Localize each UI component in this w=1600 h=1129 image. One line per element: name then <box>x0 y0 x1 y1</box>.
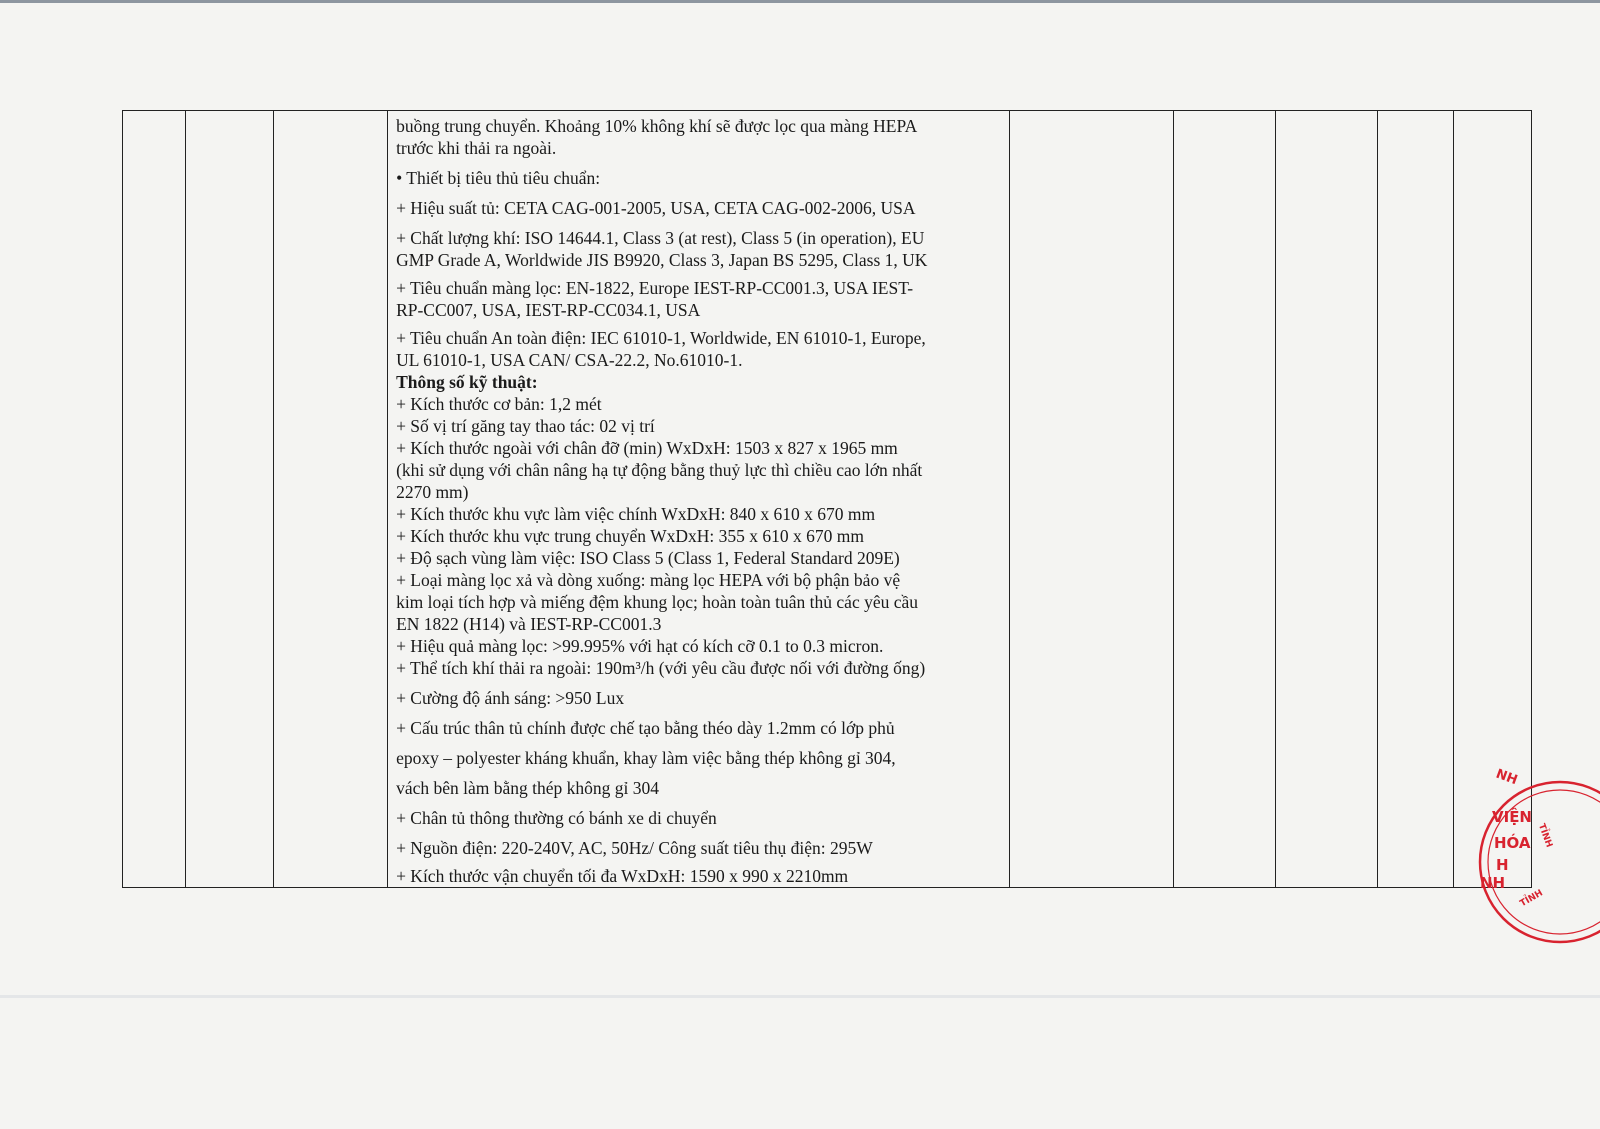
spec-line: + Cấu trúc thân tủ chính được chế tạo bằng théo dày 1.2mm có lớp phủ <box>396 718 895 738</box>
spec-line: + Cường độ ánh sáng: >950 Lux <box>396 688 625 708</box>
spec-line: EN 1822 (H14) và IEST-RP-CC001.3 <box>396 614 662 634</box>
red-seal-stamp <box>1480 766 1600 950</box>
spec-line: GMP Grade A, Worldwide JIS B9920, Class 3, Japan BS 5295, Class 1, UK <box>396 250 928 270</box>
spec-line: + Chân tủ thông thường có bánh xe di chuyển <box>396 808 717 828</box>
spec-section-heading: Thông số kỹ thuật: <box>396 372 538 392</box>
table-cell-empty <box>1378 111 1454 888</box>
spec-line: + Thể tích khí thải ra ngoài: 190m³/h (với yêu cầu được nối với đường ống) <box>396 658 926 678</box>
spec-line: + Số vị trí găng tay thao tác: 02 vị trí <box>396 416 655 436</box>
table-cell-empty <box>1009 111 1173 888</box>
svg-text:TỈNH: TỈNH <box>1518 888 1545 910</box>
svg-text:VIỆN: VIỆN <box>1492 808 1532 826</box>
page-top-edge <box>0 0 1600 3</box>
spec-line: + Hiệu quả màng lọc: >99.995% với hạt có kích cỡ 0.1 to 0.3 micron. <box>396 636 884 656</box>
table-cell-empty <box>1276 111 1378 888</box>
spec-line: buồng trung chuyển. Khoảng 10% không khí sẽ được lọc qua màng HEPA <box>396 116 918 136</box>
specification-cell <box>388 111 1010 888</box>
spec-line: (khi sử dụng với chân nâng hạ tự động bằng thuỷ lực thì chiều cao lớn nhất <box>396 460 923 480</box>
svg-text:HÓA: HÓA <box>1494 834 1531 852</box>
spec-line: epoxy – polyester kháng khuẩn, khay làm việc bằng thép không gỉ 304, <box>396 748 896 768</box>
spec-line: + Độ sạch vùng làm việc: ISO Class 5 (Class 1, Federal Standard 209E) <box>396 548 900 568</box>
spec-line: kim loại tích hợp và miếng đệm khung lọc; hoàn toàn tuân thủ các yêu cầu <box>396 592 919 612</box>
spec-line: + Hiệu suất tủ: CETA CAG-001-2005, USA, CETA CAG-002-2006, USA <box>396 198 916 218</box>
page-bottom-edge <box>0 995 1600 998</box>
spec-line: + Kích thước khu vực làm việc chính WxDxH: 840 x 610 x 670 mm <box>396 504 876 524</box>
spec-line: trước khi thải ra ngoài. <box>396 138 557 158</box>
spec-line: RP-CC007, USA, IEST-RP-CC034.1, USA <box>396 300 701 320</box>
table-cell-empty <box>186 111 274 888</box>
spec-line: + Nguồn điện: 220-240V, AC, 50Hz/ Công suất tiêu thụ điện: 295W <box>396 838 873 858</box>
spec-line: + Tiêu chuẩn An toàn điện: IEC 61010-1, Worldwide, EN 61010-1, Europe, <box>396 328 926 348</box>
spec-line: + Kích thước cơ bản: 1,2 mét <box>396 394 602 414</box>
spec-line: + Kích thước khu vực trung chuyển WxDxH: 355 x 610 x 670 mm <box>396 526 864 546</box>
table-cell-empty <box>273 111 387 888</box>
spec-line: + Tiêu chuẩn màng lọc: EN-1822, Europe IEST-RP-CC001.3, USA IEST- <box>396 278 914 298</box>
spec-line: + Kích thước ngoài với chân đỡ (min) WxDxH: 1503 x 827 x 1965 mm <box>396 438 898 458</box>
spec-line: • Thiết bị tiêu thủ tiêu chuẩn: <box>396 168 601 188</box>
spec-line: UL 61010-1, USA CAN/ CSA-22.2, No.61010-1. <box>396 350 743 370</box>
svg-text:NH: NH <box>1493 766 1520 789</box>
table-row <box>123 111 1532 888</box>
table-cell-empty <box>1174 111 1276 888</box>
svg-text:H: H <box>1496 856 1509 874</box>
spec-line: + Loại màng lọc xả và dòng xuống: màng lọc HEPA với bộ phận bảo vệ <box>396 570 901 590</box>
svg-text:TỈNH: TỈNH <box>1535 822 1554 850</box>
spec-line: + Kích thước vận chuyển tối đa WxDxH: 1590 x 990 x 2210mm <box>396 866 849 886</box>
table-cell-empty <box>123 111 186 888</box>
svg-text:NH: NH <box>1480 874 1506 892</box>
spec-line: vách bên làm bằng thép không gỉ 304 <box>396 778 659 798</box>
specification-table <box>122 110 1532 888</box>
spec-line: + Chất lượng khí: ISO 14644.1, Class 3 (at rest), Class 5 (in operation), EU <box>396 228 925 248</box>
spec-line: 2270 mm) <box>396 482 469 502</box>
